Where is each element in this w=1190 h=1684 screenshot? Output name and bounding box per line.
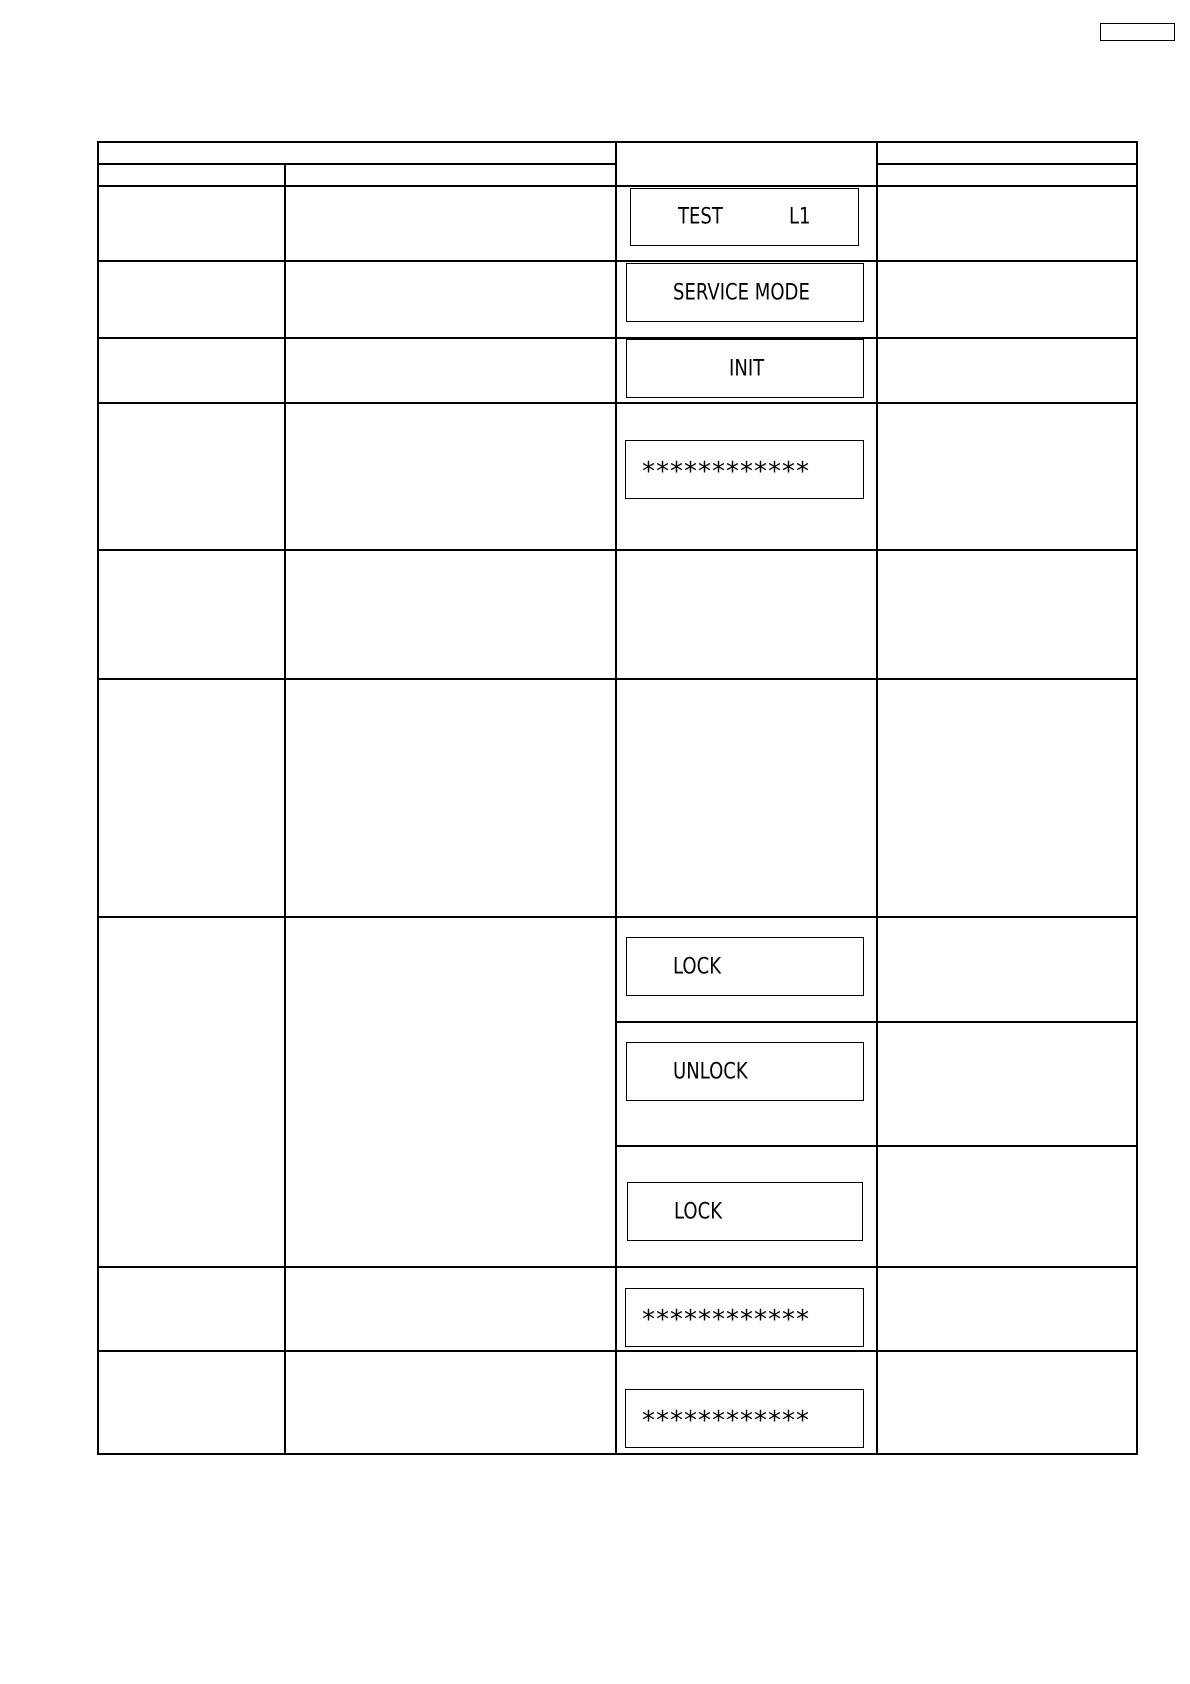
header-col-display — [618, 143, 874, 185]
row-line-4 — [97, 549, 1138, 551]
header-bottom-line — [97, 185, 1138, 187]
subrow-line-2 — [615, 1145, 1138, 1147]
row-line-1 — [97, 260, 1138, 262]
lcd-text-lock-2: LOCK — [674, 1199, 723, 1224]
subrow-line-1 — [615, 1021, 1138, 1023]
lcd-text-test: TEST — [678, 204, 723, 230]
lcd-display-lock-1 — [626, 937, 864, 996]
row-line-8 — [97, 1350, 1138, 1352]
lcd-text-l1: L1 — [789, 204, 811, 230]
header-sub-line-right — [876, 163, 1138, 165]
header-col-a — [98, 165, 284, 185]
lcd-text-unlock: UNLOCK — [673, 1059, 748, 1084]
lcd-display-stars-3 — [625, 1389, 864, 1448]
lcd-display-service-mode — [626, 263, 864, 322]
lcd-display-test-l1 — [630, 188, 859, 246]
lcd-display-init — [626, 339, 864, 398]
row-line-2 — [97, 337, 1138, 339]
lcd-text-stars-2: ************ — [642, 1304, 810, 1335]
row-line-3 — [97, 402, 1138, 404]
lcd-text-stars-1: ************ — [642, 456, 810, 487]
lcd-display-lock-2 — [627, 1182, 863, 1241]
lcd-text-lock-1: LOCK — [673, 954, 722, 979]
lcd-display-stars-2 — [625, 1288, 864, 1347]
page-corner-box — [1100, 23, 1175, 41]
lcd-display-stars-1 — [625, 440, 864, 499]
lcd-text-stars-3: ************ — [642, 1405, 810, 1436]
col-divider-1 — [284, 163, 286, 1455]
row-line-7 — [97, 1266, 1138, 1268]
header-group-label — [98, 143, 616, 163]
row-line-5 — [97, 678, 1138, 680]
row-line-6 — [97, 916, 1138, 918]
lcd-display-unlock — [626, 1042, 864, 1101]
header-sub-line-left — [97, 163, 617, 165]
lcd-text-init: INIT — [729, 356, 765, 381]
lcd-text-service-mode: SERVICE MODE — [673, 280, 810, 305]
header-col-b — [286, 165, 614, 185]
